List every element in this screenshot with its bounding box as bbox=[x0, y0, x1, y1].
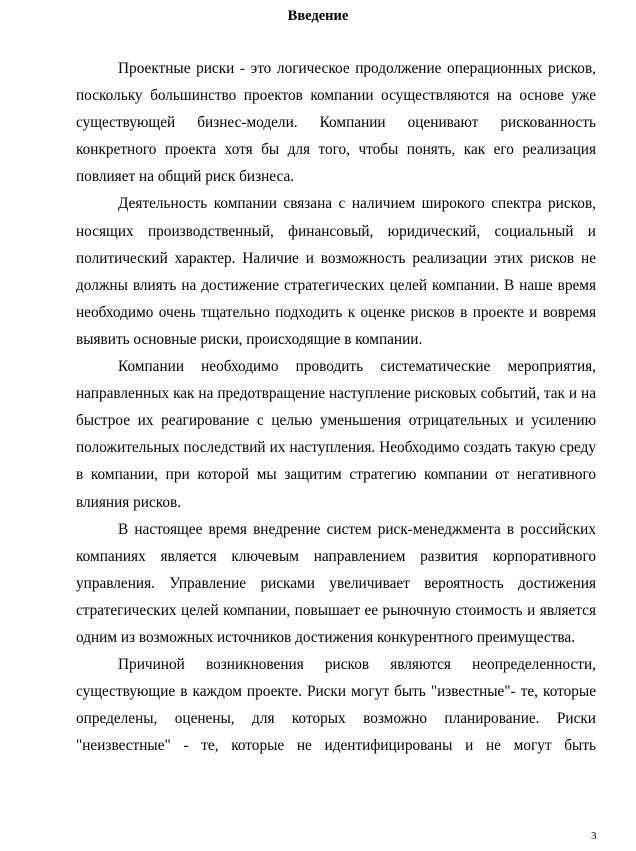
paragraph: Проектные риски - это логическое продолжение операционных рисков, поскольку большинство проектов компании осуществляются на основе уже существующей бизнес-модели. Компании оценивают рискованность конкретного проекта хотя бы для того, чтобы понять, как его реализация повлияет на общий риск бизнеса. bbox=[76, 60, 596, 186]
section-title: Введение bbox=[287, 8, 349, 24]
document-body bbox=[76, 55, 596, 759]
paragraph: В настоящее время внедрение систем риск-менеджмента в российских компаниях является ключевым направлением развития корпоративного управления. Управление рисками увеличивает вероятность достижения стратегических целей компании, повышает ее рыночную стоимость и является одним из возможных источников достижения конкурентного преимущества. bbox=[76, 520, 596, 646]
paragraph: Деятельность компании связана с наличием широкого спектра рисков, носящих производственный, финансовый, юридический, социальный и политический характер. Наличие и возможность реализации этих рисков не должны влиять на достижение стратегических целей компании. В наше время необходимо очень тщательно подходить к оценке рисков в проекте и вовремя выявить основные риски, происходящие в компании. bbox=[76, 195, 596, 348]
paragraph: Причиной возникновения рисков являются неопределенности, существующие в каждом проекте. Риски могут быть "известные"- те, которые определены, оценены, для которых возможно планирование. Риски "неизвестные" - те, которые не идентифицированы и не могут быть bbox=[76, 656, 596, 755]
paragraph: Компании необходимо проводить систематические мероприятия, направленных как на предотвращение наступление рисковых событий, так и на быстрое их реагирование с целью уменьшения отрицательных и усилению положительных последствий их наступления. Необходимо создать такую среду в компании, при которой мы защитим стратегию компании от негативного влияния рисков. bbox=[76, 358, 596, 511]
page-number: 3 bbox=[591, 830, 597, 842]
